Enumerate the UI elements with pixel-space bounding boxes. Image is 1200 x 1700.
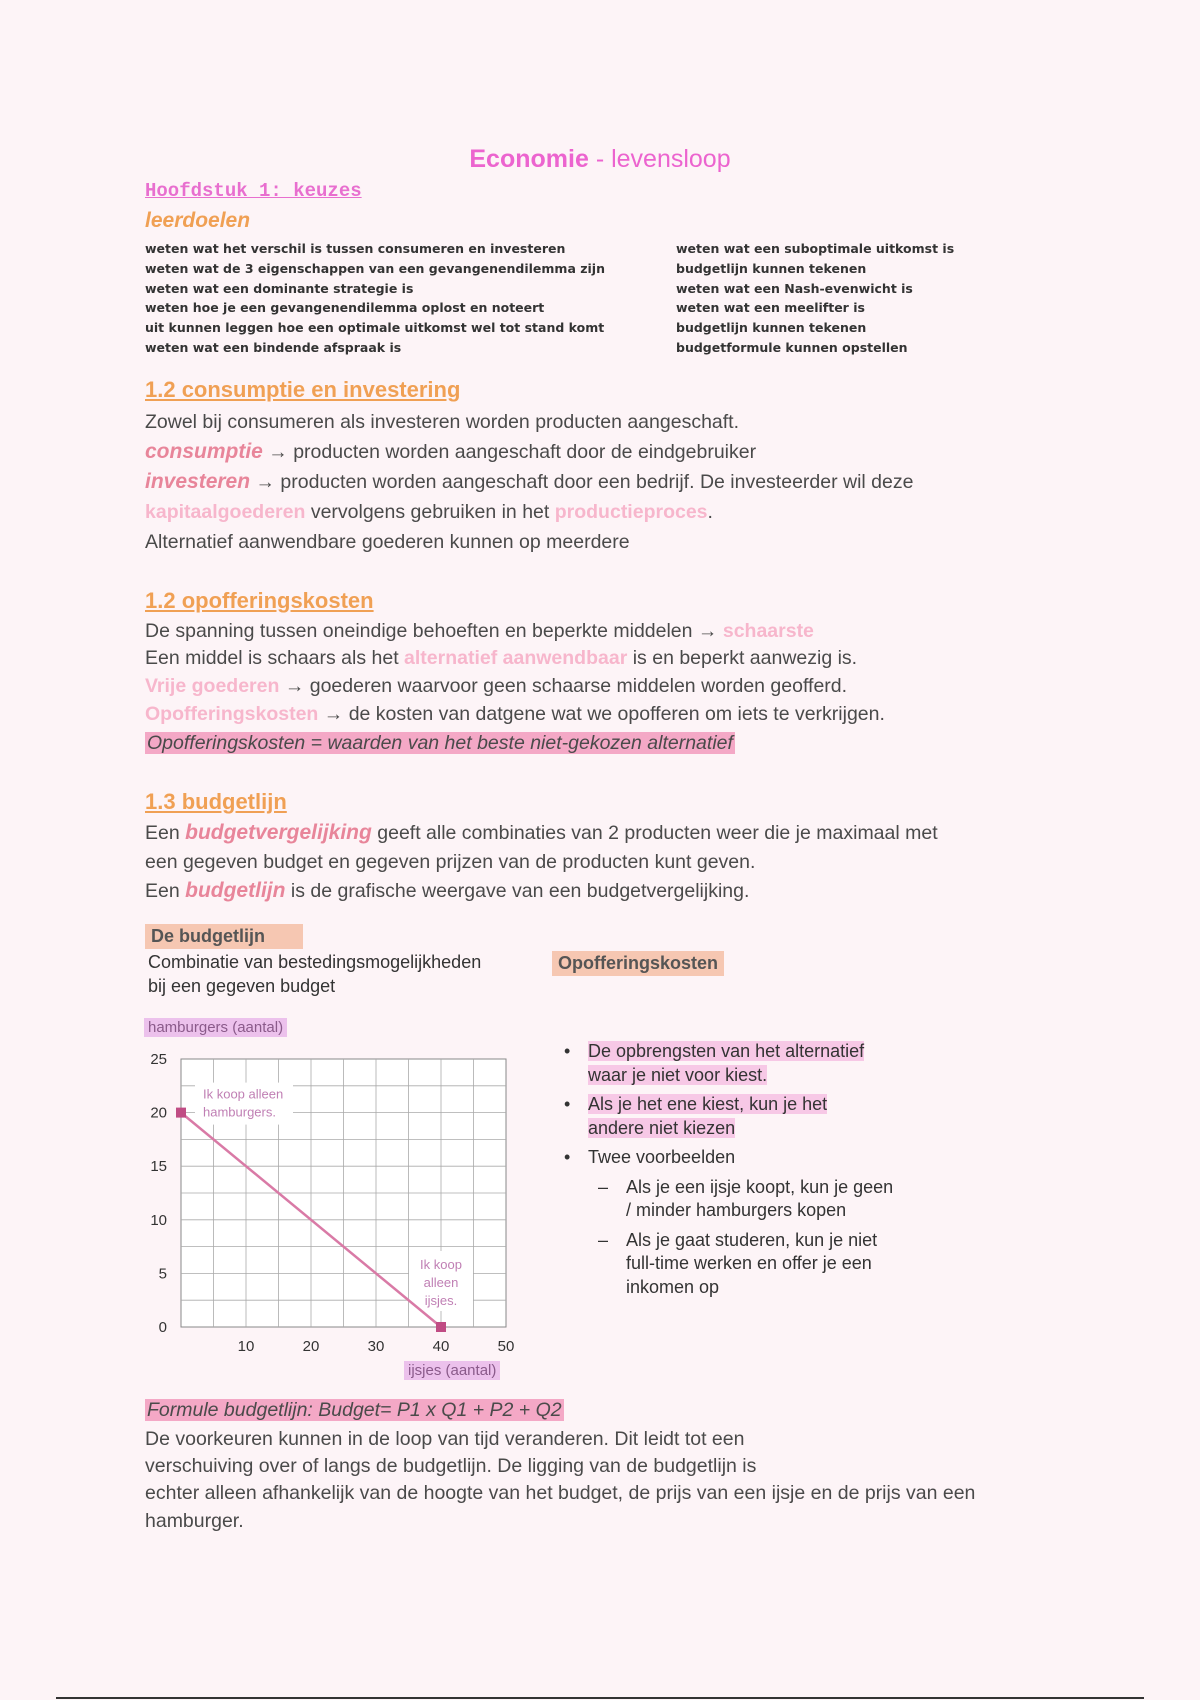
bullet-text: Als je het ene kiest, kun je het andere niet kiezen <box>588 1094 828 1138</box>
paragraph-line <box>145 703 885 726</box>
paragraph-text: geeft alle combinaties van 2 producten weer die je maximaal met <box>377 822 938 844</box>
goals-heading: leerdoelen <box>145 209 251 232</box>
opofferingskosten-title: Opofferingskosten <box>552 951 724 976</box>
title-topic: - levensloop <box>595 145 731 173</box>
bullet-item <box>560 1093 880 1140</box>
figure-title: De budgetlijn <box>145 924 303 949</box>
formula-line <box>145 1399 564 1422</box>
paragraph-text: is de grafische weergave van een budgetvergelijking. <box>290 880 750 902</box>
paragraph-text: Een middel is schaars als het <box>145 647 399 669</box>
keyword-productieproces: productieproces <box>554 501 708 523</box>
goal-item: weten wat een dominante strategie is <box>145 280 414 296</box>
paragraph-line: echter alleen afhankelijk van de hoogte van het budget, de prijs van een ijsje en de prijs van een <box>145 1482 976 1504</box>
bullet-item <box>560 1146 880 1170</box>
goal-item: weten wat een Nash-evenwicht is <box>676 280 913 296</box>
paragraph-line: hamburger. <box>145 1510 244 1532</box>
bullet-item <box>560 1040 880 1087</box>
goals-list-left <box>145 239 665 358</box>
paragraph-text: De spanning tussen oneindige behoeften en beperkte middelen → <box>145 620 718 642</box>
keyword-kapitaalgoederen: kapitaalgoederen <box>145 501 306 523</box>
goal-item: weten wat een suboptimale uitkomst is <box>676 241 955 256</box>
paragraph-line: De voorkeuren kunnen in de loop van tijd veranderen. Dit leidt tot een <box>145 1428 745 1450</box>
paragraph-line <box>145 620 814 643</box>
x-tick-label: 30 <box>367 1338 385 1355</box>
annotation-label: Ik koop <box>420 1257 462 1272</box>
highlight-line <box>145 732 735 755</box>
y-tick-label: 25 <box>150 1051 167 1068</box>
section-heading-opofferingskosten: 1.2 opofferingskosten <box>145 588 374 613</box>
page-bottom-rule <box>56 1697 1144 1699</box>
paragraph-line <box>145 879 749 903</box>
paragraph-line <box>145 440 756 464</box>
keyword-budgetvergelijking: budgetvergelijking <box>185 821 372 844</box>
annotation-label: ijsjes. <box>424 1293 458 1308</box>
goal-item: weten wat het verschil is tussen consumeren en investeren <box>145 241 566 256</box>
y-tick-label: 10 <box>150 1211 167 1229</box>
x-tick-label: 20 <box>302 1338 320 1355</box>
data-point-marker <box>436 1322 446 1332</box>
paragraph-text: vervolgens gebruiken in het <box>310 501 550 523</box>
keyword-vrije-goederen: Vrije goederen <box>145 675 280 697</box>
definition-highlight: Opofferingskosten = waarden van het beste niet-gekozen alternatief <box>147 732 733 754</box>
annotation-label: hamburgers. <box>203 1104 276 1120</box>
y-tick-label: 5 <box>158 1265 167 1283</box>
definition-text: → producten worden aangeschaft door een bedrijf. De investeerder wil deze <box>255 471 914 493</box>
paragraph-line <box>145 470 913 494</box>
paragraph-line: een gegeven budget en gegeven prijzen van de producten kunt geven. <box>145 851 756 873</box>
document-title <box>0 145 1200 174</box>
paragraph-line <box>145 647 857 670</box>
paragraph-text: Een <box>145 880 180 902</box>
goal-item: uit kunnen leggen hoe een optimale uitkomst wel tot stand komt <box>145 320 605 336</box>
goal-item: budgetlijn kunnen tekenen <box>676 260 867 276</box>
paragraph-line <box>145 501 713 524</box>
goal-item: budgetformule kunnen opstellen <box>676 339 908 355</box>
paragraph-line <box>145 675 847 698</box>
section-heading-budgetlijn: 1.3 budgetlijn <box>145 789 287 814</box>
keyword-alternatief-aanwendbaar: alternatief aanwendbaar <box>404 647 628 669</box>
x-tick-label: 50 <box>497 1338 515 1355</box>
caption-line: bij een gegeven budget <box>148 976 336 996</box>
title-subject: Economie <box>469 145 589 173</box>
figure-caption <box>148 950 481 998</box>
paragraph-text: . <box>707 501 713 523</box>
paragraph-line: Zowel bij consumeren als investeren worden producten aangeschaft. <box>145 411 740 433</box>
paragraph-text: is en beperkt aanwezig is. <box>632 647 858 669</box>
paragraph-line <box>145 821 938 845</box>
x-tick-label: 10 <box>237 1338 255 1355</box>
sub-bullet-item: – Als je een ijsje koopt, kun je geen / minder hamburgers kopen <box>560 1176 900 1223</box>
paragraph-text: Een <box>145 822 180 844</box>
annotation-label: Ik koop alleen <box>203 1086 284 1102</box>
keyword-budgetlijn: budgetlijn <box>185 879 286 902</box>
caption-line: Combinatie van bestedingsmogelijkheden <box>148 952 482 972</box>
keyword-consumptie: consumptie <box>145 440 263 463</box>
keyword-schaarste: schaarste <box>722 620 814 642</box>
chapter-heading: Hoofdstuk 1: keuzes <box>145 180 362 202</box>
bullet-text: Twee voorbeelden <box>588 1147 736 1167</box>
opportunity-cost-bullets <box>560 1040 900 1305</box>
goal-item: weten wat een meelifter is <box>676 300 865 316</box>
sub-bullet-item: – Als je gaat studeren, kun je niet full-time werken en offer je een inkomen op <box>560 1229 900 1300</box>
budget-formula: Formule budgetlijn: Budget= P1 x Q1 + P2 + Q2 <box>147 1399 562 1421</box>
definition-text: → de kosten van datgene wat we opofferen om iets te verkrijgen. <box>323 703 885 725</box>
y-tick-label: 20 <box>150 1104 167 1122</box>
definition-text: → goederen waarvoor geen schaarse middelen worden geofferd. <box>284 675 848 697</box>
x-axis-label: ijsjes (aantal) <box>404 1361 500 1380</box>
keyword-opofferingskosten: Opofferingskosten <box>145 703 319 725</box>
goal-item: weten wat een bindende afspraak is <box>145 339 402 355</box>
paragraph-line: verschuiving over of langs de budgetlijn. De ligging van de budgetlijn is <box>145 1455 757 1477</box>
definition-text: → producten worden aangeschaft door de eindgebruiker <box>268 441 757 463</box>
goal-item: weten wat de 3 eigenschappen van een gevangenendilemma zijn <box>145 260 605 276</box>
goals-list-right <box>676 239 1076 358</box>
y-tick-label: 15 <box>150 1158 167 1176</box>
x-tick-label: 40 <box>432 1338 450 1355</box>
keyword-investeren: investeren <box>145 470 251 493</box>
data-point-marker <box>176 1108 186 1118</box>
budget-line-chart <box>140 1040 520 1370</box>
goal-item: weten hoe je een gevangenendilemma oplost en noteert <box>145 300 545 316</box>
y-tick-label: 0 <box>158 1319 167 1336</box>
bullet-text: De opbrengsten van het alternatief waar je niet voor kiest. <box>588 1041 865 1085</box>
paragraph-line: Alternatief aanwendbare goederen kunnen op meerdere <box>145 531 630 553</box>
goal-item: budgetlijn kunnen tekenen <box>676 320 867 336</box>
annotation-label: alleen <box>423 1275 459 1290</box>
y-axis-label: hamburgers (aantal) <box>144 1018 287 1037</box>
section-heading-consumptie: 1.2 consumptie en investering <box>145 377 461 402</box>
